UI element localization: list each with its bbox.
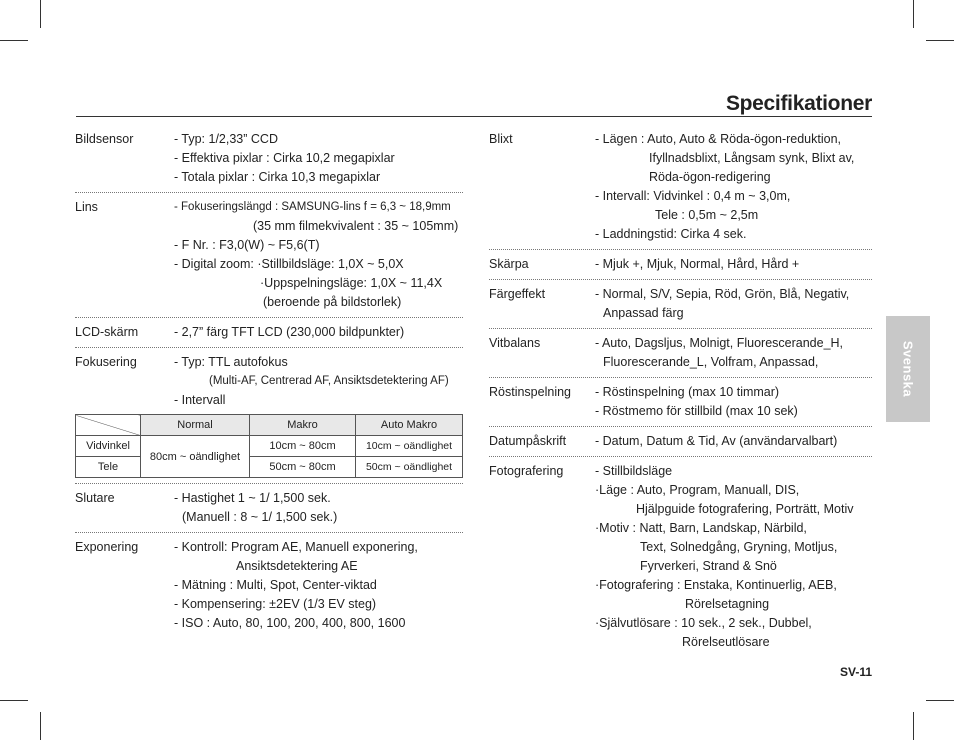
table-cell: 80cm ~ oändlighet: [141, 436, 250, 478]
spec-line: - Kompensering: ±2EV (1/3 EV steg): [174, 597, 377, 611]
spec-line: Anpassad färg: [603, 306, 684, 320]
page-title: Specifikationer: [725, 92, 872, 115]
spec-line: (beroende på bildstorlek): [263, 295, 402, 309]
table-cell: 50cm ~ oändlighet: [356, 457, 463, 478]
spec-label: Lins: [75, 200, 98, 214]
spec-line: Rörelsetagning: [685, 597, 770, 611]
spec-slutare: [75, 489, 463, 527]
spec-label: Bildsensor: [75, 132, 134, 146]
spec-line: ·Självutlösare : 10 sek., 2 sek., Dubbel,: [595, 616, 812, 630]
right-column: [489, 130, 872, 652]
spec-line: - 2,7” färg TFT LCD (230,000 bildpunkter): [174, 325, 405, 339]
spec-line: - Kontroll: Program AE, Manuell exponering,: [174, 540, 418, 554]
language-tab: [886, 316, 930, 422]
spec-line: Fluorescerande_L, Volfram, Anpassad,: [603, 355, 819, 369]
spec-line: Tele : 0,5m ~ 2,5m: [655, 208, 759, 222]
spec-label: LCD-skärm: [75, 325, 139, 339]
spec-lins: [75, 198, 463, 312]
spec-line: ·Läge : Auto, Program, Manuall, DIS,: [595, 483, 800, 497]
spec-line: - Datum, Datum & Tid, Av (användarvalbart): [595, 434, 838, 448]
spec-label: Färgeffekt: [489, 287, 546, 301]
crop-mark: [913, 712, 914, 740]
spec-line: - Röstmemo för stillbild (max 10 sek): [595, 404, 798, 418]
spec-line: - Effektiva pixlar : Cirka 10,2 megapixlar: [174, 151, 395, 165]
spec-line: - Auto, Dagsljus, Molnigt, Fluorescerande_H,: [595, 336, 844, 350]
spec-label: Fotografering: [489, 464, 564, 478]
spec-label: Röstinspelning: [489, 385, 571, 399]
table-header: Makro: [250, 415, 356, 436]
spec-line: - Intervall: [174, 393, 226, 407]
crop-mark: [926, 40, 954, 41]
dotted-divider: [75, 317, 463, 318]
spec-datum: [489, 432, 872, 451]
spec-line: - Mätning : Multi, Spot, Center-viktad: [174, 578, 377, 592]
spec-line: - Digital zoom: ·Stillbildsläge: 1,0X ~ 5,0X: [174, 257, 404, 271]
spec-line: Text, Solnedgång, Gryning, Motljus,: [640, 540, 838, 554]
spec-lcd: [75, 323, 463, 342]
spec-line: Röda-ögon-redigering: [649, 170, 771, 184]
spec-label: Exponering: [75, 540, 139, 554]
table-cell: 10cm ~ 80cm: [250, 436, 356, 457]
spec-line: Hjälpguide fotografering, Porträtt, Motiv: [636, 502, 854, 516]
spec-line: - Mjuk +, Mjuk, Normal, Hård, Hård +: [595, 257, 800, 271]
spec-line: ·Uppspelningsläge: 1,0X ~ 11,4X: [260, 276, 443, 290]
table-cell: 50cm ~ 80cm: [250, 457, 356, 478]
spec-line: - F Nr. : F3,0(W) ~ F5,6(T): [174, 238, 320, 252]
af-range-table: [75, 414, 463, 478]
spec-label: Vitbalans: [489, 336, 541, 350]
crop-mark: [913, 0, 914, 28]
spec-line: Rörelseutlösare: [682, 635, 770, 649]
spec-rostinspelning: [489, 383, 872, 421]
crop-mark: [40, 712, 41, 740]
spec-line: ·Fotografering : Enstaka, Kontinuerlig, AEB,: [595, 578, 837, 592]
dotted-divider: [75, 483, 463, 484]
spec-line: - Intervall: Vidvinkel : 0,4 m ~ 3,0m,: [595, 189, 791, 203]
spec-line: - Typ: 1/2,33” CCD: [174, 132, 278, 146]
dotted-divider: [489, 328, 872, 329]
spec-label: Blixt: [489, 132, 513, 146]
spec-bildsensor: [75, 130, 463, 187]
title-rule: [76, 116, 872, 117]
crop-mark: [0, 700, 28, 701]
dotted-divider: [75, 532, 463, 533]
spec-line: Ansiktsdetektering AE: [236, 559, 358, 573]
page-number: SV-11: [840, 665, 873, 679]
spec-fokusering: [75, 353, 463, 410]
spec-line: - ISO : Auto, 80, 100, 200, 400, 800, 1600: [174, 616, 406, 630]
spec-line: - Typ: TTL autofokus: [174, 355, 288, 369]
table-row-label: Tele: [76, 457, 141, 478]
dotted-divider: [489, 456, 872, 457]
table-cell: 10cm ~ oändlighet: [356, 436, 463, 457]
spec-blixt: [489, 130, 872, 244]
dotted-divider: [489, 377, 872, 378]
crop-mark: [926, 700, 954, 701]
table-header: Auto Makro: [356, 415, 463, 436]
spec-line: (Manuell : 8 ~ 1/ 1,500 sek.): [182, 510, 338, 524]
spec-line: (35 mm filmekvivalent : 35 ~ 105mm): [253, 219, 459, 233]
dotted-divider: [75, 192, 463, 193]
spec-label: Slutare: [75, 491, 115, 505]
dotted-divider: [489, 249, 872, 250]
spec-line: - Laddningstid: Cirka 4 sek.: [595, 227, 747, 241]
spec-line: ·Motiv : Natt, Barn, Landskap, Närbild,: [595, 521, 807, 535]
spec-fotografering: [489, 462, 872, 652]
crop-mark: [40, 0, 41, 28]
spec-fargeffekt: [489, 285, 872, 323]
spec-line: - Normal, S/V, Sepia, Röd, Grön, Blå, Negativ,: [595, 287, 850, 301]
dotted-divider: [75, 347, 463, 348]
table-row-label: Vidvinkel: [76, 436, 141, 457]
crop-mark: [0, 40, 28, 41]
spec-line: - Stillbildsläge: [595, 464, 673, 478]
dotted-divider: [489, 426, 872, 427]
spec-label: Skärpa: [489, 257, 529, 271]
spec-line: (Multi-AF, Centrerad AF, Ansiktsdetektering AF): [209, 375, 449, 387]
spec-line: - Fokuseringslängd : SAMSUNG-lins f = 6,3 ~ 18,9mm: [174, 201, 451, 213]
spec-label: Fokusering: [75, 355, 137, 369]
spec-label: Datumpåskrift: [489, 434, 567, 448]
spec-line: Ifyllnadsblixt, Långsam synk, Blixt av,: [649, 151, 855, 165]
spec-line: - Lägen : Auto, Auto & Röda-ögon-reduktion,: [595, 132, 842, 146]
table-header: Normal: [141, 415, 250, 436]
spec-vitbalans: [489, 334, 872, 372]
spec-skarpa: [489, 255, 872, 274]
spec-line: - Hastighet 1 ~ 1/ 1,500 sek.: [174, 491, 331, 505]
language-tab-label: Svenska: [900, 340, 916, 398]
left-column: [75, 130, 463, 633]
table-corner: [76, 415, 141, 436]
spec-line: - Totala pixlar : Cirka 10,3 megapixlar: [174, 170, 381, 184]
dotted-divider: [489, 279, 872, 280]
spec-line: - Röstinspelning (max 10 timmar): [595, 385, 780, 399]
spec-line: Fyrverkeri, Strand & Snö: [640, 559, 777, 573]
spec-exponering: [75, 538, 463, 633]
